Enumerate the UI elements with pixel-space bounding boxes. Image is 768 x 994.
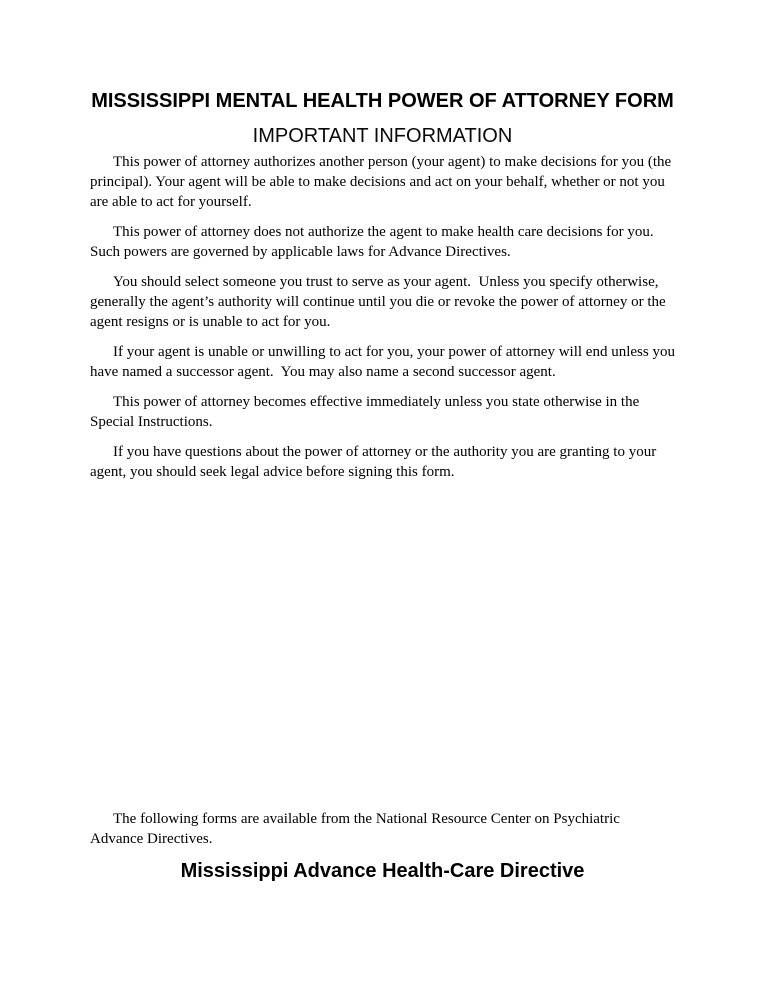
paragraph-successor-agent: If your agent is unable or unwilling to act for you, your power of attorney will end unless you have named a successor agent. You may also name a second successor agent. xyxy=(90,344,675,380)
paragraph-agent-selection: You should select someone you trust to serve as your agent. Unless you specify otherwise, generally the agent’s authority will continue until you die or revoke the power of attorney or the agent resigns or is unable to act for you. xyxy=(90,274,666,330)
paragraph-effective-immediately: This power of attorney becomes effective immediately unless you state otherwise in the Special Instructions. xyxy=(90,394,640,430)
paragraph-health-care-exclusion: This power of attorney does not authorize the agent to make health care decisions for you. Such powers are governed by applicable laws for Advance Directives. xyxy=(90,224,654,260)
document-title: MISSISSIPPI MENTAL HEALTH POWER OF ATTORNEY FORM xyxy=(91,90,674,112)
paragraph-agent-authorization: This power of attorney authorizes another person (your agent) to make decisions for you (the principal). Your agent will be able to make decisions and act on your behalf, whether or not you are able to act for yourself. xyxy=(90,154,672,210)
document-content xyxy=(90,89,675,883)
heading-advance-health-care-directive: Mississippi Advance Health-Care Directive xyxy=(180,860,585,882)
section-heading-important-information: IMPORTANT INFORMATION xyxy=(252,125,513,147)
paragraph-legal-advice: If you have questions about the power of attorney or the authority you are granting to your agent, you should seek legal advice before signing this form. xyxy=(90,444,657,480)
body-text-block xyxy=(90,152,675,482)
footer-text-block xyxy=(90,809,675,849)
paragraph-available-forms: The following forms are available from the National Resource Center on Psychiatric Advance Directives. xyxy=(90,811,620,847)
page-whitespace-gap xyxy=(90,492,675,809)
